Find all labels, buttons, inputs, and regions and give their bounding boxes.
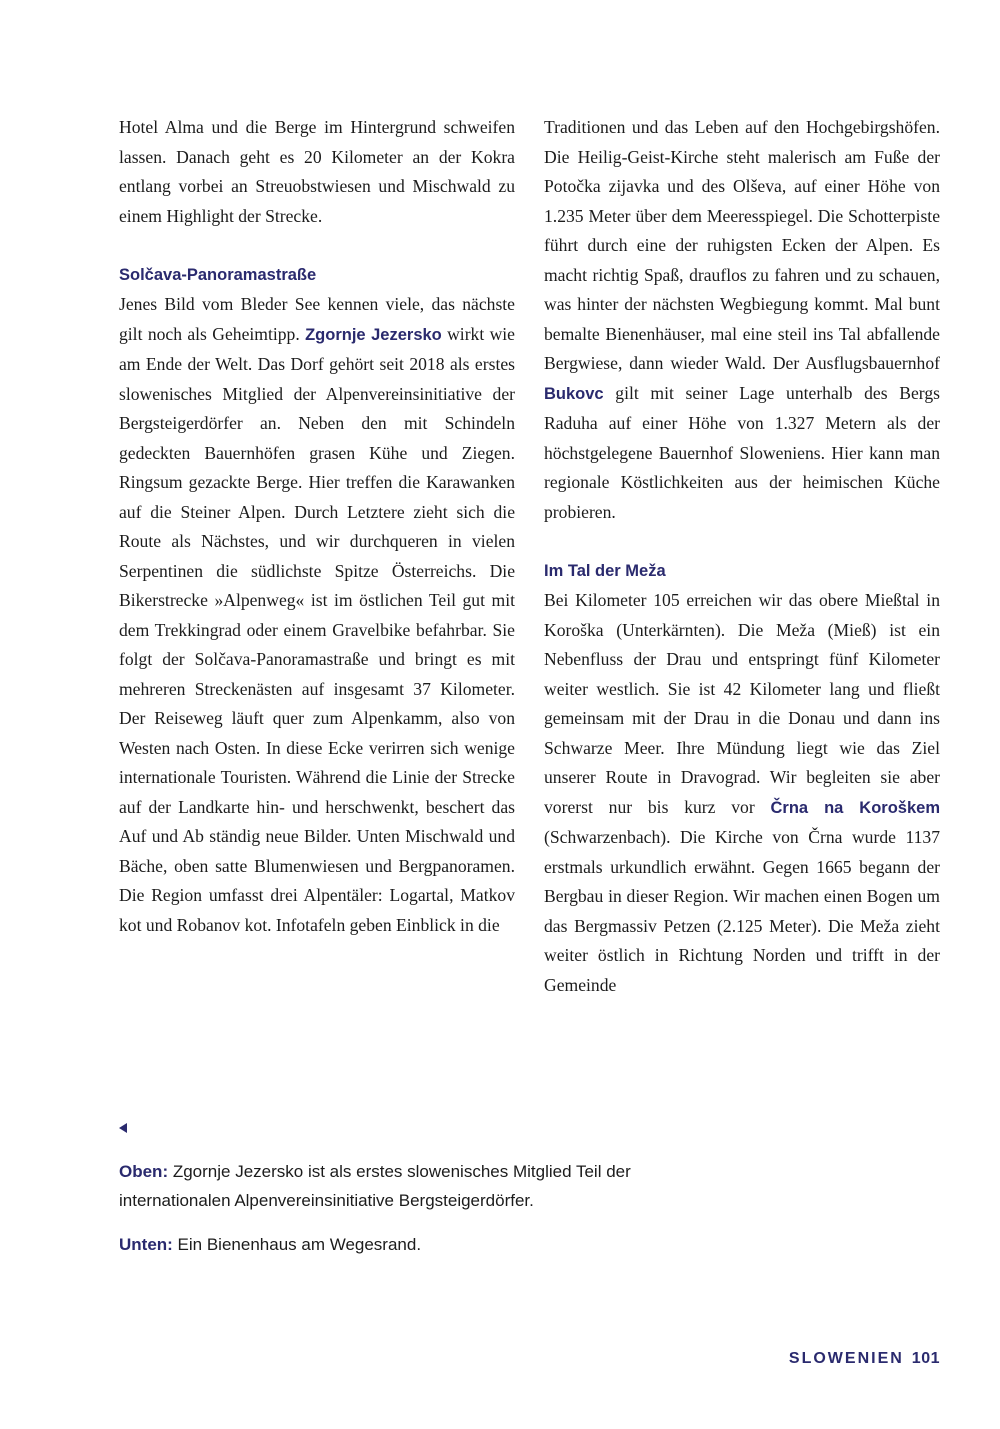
place-name-crna-na-koroskem: Črna na Koroškem bbox=[770, 798, 940, 817]
place-name-zgornje-jezersko: Zgornje Jezersko bbox=[305, 325, 442, 344]
left-paragraph-intro: Hotel Alma und die Berge im Hintergrund schweifen lassen. Danach geht es 20 Kilometer an der Kokra entlang vorbei an Streuobstwiesen und Mischwald zu einem Highlight der Strecke. bbox=[119, 117, 515, 226]
text-fragment: Traditionen und das Leben auf den Hochgebirgshöfen. Die Heilig-Geist-Kirche steht malerisch am Fuße der Potočka zijavka und des Olševa, auf einer Höhe von 1.235 Meter über dem Meeresspiegel. Die Schotterpiste führt durch eine der ruhigsten Ecken der Alpen. Es macht richtig Spaß, drauflos zu fahren und zu schauen, was hinter der nächsten Wegbiegung kommt. Mal bunt bemalte Bienenhäuser, mal eine steil ins Tal abfallende Bergwiese, dann wieder Wald. Der Ausflugsbauernhof bbox=[544, 117, 940, 373]
left-triangle-icon bbox=[119, 1123, 127, 1133]
caption-bottom-text: Ein Bienenhaus am Wegesrand. bbox=[172, 1235, 422, 1254]
text-fragment: (Schwarzenbach). Die Kirche von Črna wurde 1137 erstmals urkundlich erwähnt. Gegen 1665 begann der Bergbau in dieser Region. Wir machen einen Bogen um das Bergmassiv Petzen (2.125 Meter). Die Meža zieht weiter östlich in Richtung Norden und trifft in der Gemeinde bbox=[544, 827, 940, 995]
right-paragraph-traditions bbox=[544, 113, 940, 527]
caption-top-label: Oben: bbox=[119, 1162, 169, 1181]
text-fragment: Bei Kilometer 105 erreichen wir das obere Mießtal in Koroška (Unterkärnten). Die Meža (Mieß) ist ein Nebenfluss der Drau und entspringt fünf Kilometer weiter westlich. Sie ist 42 Kilometer lang und fließt gemeinsam mit der Drau in die Donau und dann ins Schwarze Meer. Ihre Mündung liegt wie das Ziel unserer Route in Dravograd. Wir begleiten sie aber vorerst nur bis kurz vor bbox=[544, 590, 940, 817]
page-footer bbox=[789, 1350, 940, 1368]
caption-top bbox=[119, 1157, 679, 1215]
section-heading-solcava: Solčava-Panoramastraße bbox=[119, 265, 317, 284]
left-paragraph-solcava bbox=[119, 290, 515, 940]
caption-bottom-label: Unten: bbox=[119, 1235, 173, 1254]
right-paragraph-meza bbox=[544, 586, 940, 1000]
caption-top-text: Zgornje Jezersko ist als erstes slowenisches Mitglied Teil der internationalen Alpenvereinsinitiative Bergsteigerdörfer. bbox=[119, 1162, 631, 1210]
text-fragment: gilt mit seiner Lage unterhalb des Bergs Raduha auf einer Höhe von 1.327 Metern als der höchstgelegene Bauernhof Sloweniens. Hier kann man regionale Köstlichkeiten aus der heimischen Küche probieren. bbox=[544, 382, 940, 522]
footer-section-title: SLOWENIEN bbox=[788, 1350, 904, 1367]
caption-bottom bbox=[119, 1230, 679, 1259]
page-number: 101 bbox=[911, 1350, 940, 1367]
text-fragment: Jenes Bild vom Bleder See kennen viele, das nächste gilt noch als Geheimtipp. bbox=[119, 294, 515, 344]
left-column bbox=[119, 113, 515, 940]
place-name-bukovc: Bukovc bbox=[544, 384, 604, 403]
right-column bbox=[544, 113, 940, 1000]
section-heading-meza: Im Tal der Meža bbox=[544, 561, 666, 580]
text-fragment: wirkt wie am Ende der Welt. Das Dorf gehört seit 2018 als erstes slowenisches Mitglied der Alpenvereinsinitiative der Bergsteigerdörfer an. Neben den mit Schindeln gedeckten Bauernhöfen grasen Kühe und Ziegen. Ringsum gezackte Berge. Hier treffen die Karawanken auf die Steiner Alpen. Durch Letztere zieht sich die Route als Nächstes, und wir durchqueren in vielen Serpentinen die südlichste Spitze Österreichs. Die Bikerstrecke »Alpenweg« ist im östlichen Teil gut mit dem Trekkingrad oder einem Gravelbike befahrbar. Sie folgt der Solčava-Panoramastraße und bringt es mit mehreren Streckenästen auf insgesamt 37 Kilometer. Der Reiseweg läuft quer zum Alpenkamm, also von Westen nach Osten. In diese Ecke verirren sich wenige internationale Touristen. Während die Linie der Strecke auf der Landkarte hin- und herschwenkt, beschert das Auf und Ab ständig neue Bilder. Unten Mischwald und Bäche, oben satte Blumenwiesen und Bergpanoramen. Die Region umfasst drei Alpentäler: Logartal, Matkov kot und Robanov kot. Infotafeln geben Einblick in die bbox=[119, 323, 515, 935]
